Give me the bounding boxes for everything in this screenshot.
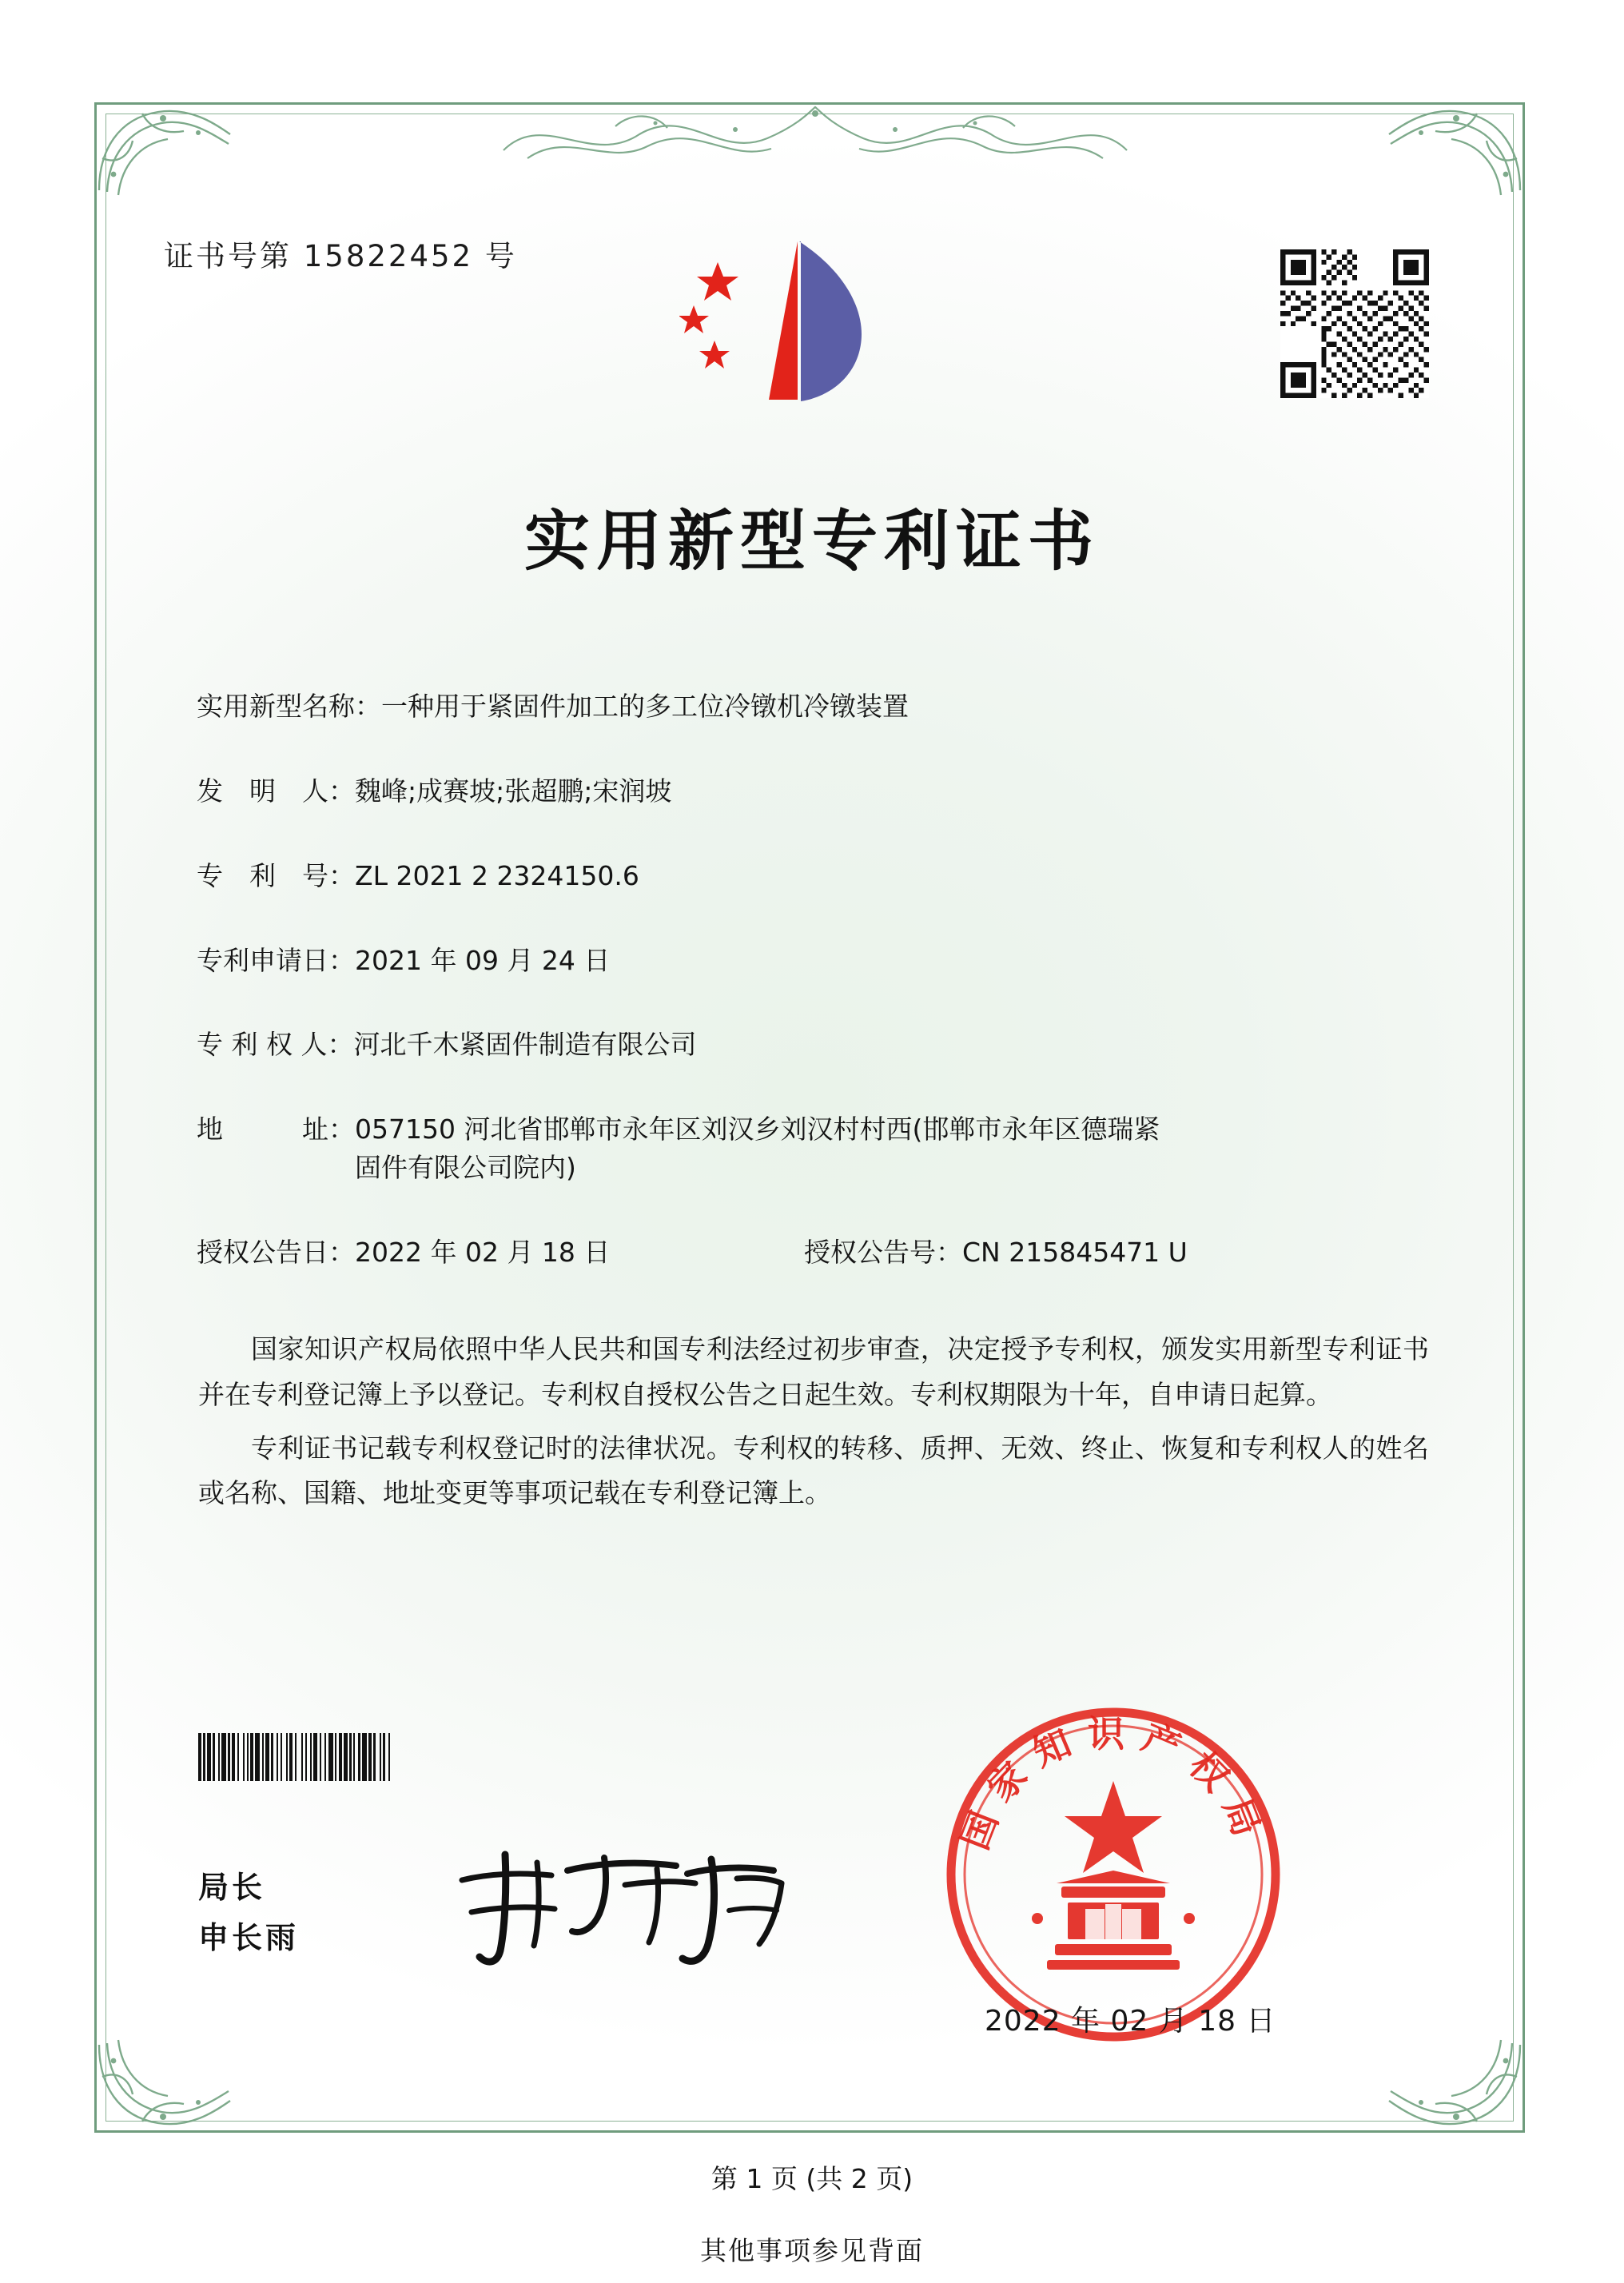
seal-date: 2022 年 02 月 18 日 (985, 2005, 1276, 2038)
field-value-grant-date: 2022 年 02 月 18 日 (355, 1236, 611, 1268)
field-value-address: 057150 河北省邯郸市永年区刘汉乡刘汉村村西(邯郸市永年区德瑞紧固件有限公司院内) (355, 1114, 1160, 1184)
page-number: 第 1 页 (共 2 页) (710, 2163, 914, 2194)
field-label-patent-number: 专 利 号： (197, 859, 355, 891)
fields-section (197, 687, 1427, 1318)
field-label-application-date: 专利申请日： (197, 944, 355, 976)
legal-paragraph-1: 国家知识产权局依照中华人民共和国专利法经过初步审查，决定授予专利权，颁发实用新型专利证书并在专利登记簿上予以登记。专利权自授权公告之日起生效。专利权期限为十年，自申请日起算。 (198, 1333, 1429, 1410)
field-value-patent-number: ZL 2021 2 2324150.6 (355, 859, 639, 891)
legal-text-section (198, 1327, 1429, 1524)
barcode-icon (198, 1733, 630, 1781)
certificate-number: 证书号第 15822452 号 (164, 239, 517, 273)
field-grant-row (197, 1233, 1427, 1272)
page-title: 实用新型专利证书 (523, 504, 1100, 580)
seal-text-path: 国家知识产权局 (953, 1712, 1274, 1855)
field-utility-model-name (197, 687, 1427, 726)
field-patentee (197, 1026, 1427, 1064)
field-inventor (197, 772, 1427, 811)
legal-paragraph-2: 专利证书记载专利权登记时的法律状况。专利权的转移、质押、无效、终止、恢复和专利权人的姓名或名称、国籍、地址变更等事项记载在专利登记簿上。 (198, 1432, 1429, 1509)
field-label-grant-date: 授权公告日： (197, 1236, 355, 1268)
field-value-patentee: 河北千木紧固件制造有限公司 (353, 1029, 697, 1061)
field-label-patentee: 专 利 权 人： (197, 1029, 354, 1061)
director-block (198, 1863, 299, 1962)
field-value-utility-model-name: 一种用于紧固件加工的多工位冷镦机冷镦装置 (381, 691, 909, 722)
field-patent-number (197, 857, 1427, 895)
field-label-utility-model-name: 实用新型名称： (197, 691, 381, 722)
field-value-application-date: 2021 年 09 月 24 日 (355, 944, 611, 976)
handwritten-signature-icon (448, 1839, 791, 1974)
field-address (197, 1110, 1427, 1187)
field-label-inventor: 发 明 人： (197, 775, 355, 807)
field-label-grant-number: 授权公告号： (804, 1236, 962, 1268)
field-label-address: 地 址： (197, 1114, 355, 1145)
footer-note: 其他事项参见背面 (700, 2235, 924, 2266)
director-title: 局长 (198, 1870, 266, 1905)
cnipa-logo-icon (679, 232, 927, 424)
field-application-date (197, 942, 1427, 980)
field-value-grant-number: CN 215845471 U (962, 1236, 1188, 1268)
field-value-inventor: 魏峰;成赛坡;张超鹏;宋润坡 (355, 775, 672, 807)
qr-code-icon (1280, 249, 1429, 398)
official-red-seal-icon (941, 1703, 1285, 2046)
director-name: 申长雨 (198, 1919, 300, 1955)
field-grant-number-group (804, 1233, 1188, 1272)
